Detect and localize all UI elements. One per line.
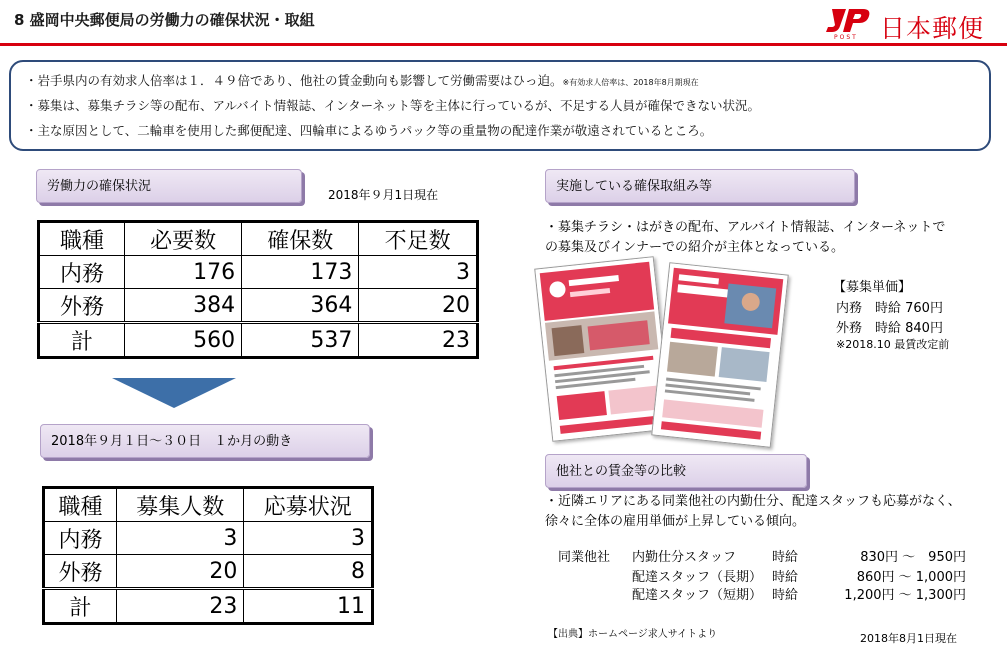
recruit-flyer-image-2: [651, 262, 789, 448]
header-cell: 職種: [44, 488, 117, 522]
efforts-line-1: ・募集チラシ・はがきの配布、アルバイト情報誌、インターネットで: [545, 220, 946, 235]
summary-box: [9, 60, 991, 151]
table-header-row: [39, 222, 478, 256]
comparison-unit: 時給: [772, 550, 799, 565]
summary-line-2: ・募集は、募集チラシ等の配布、アルバイト情報誌、インターネット等を主体に行っているが、不足する人員が確保できない状況。: [25, 98, 761, 113]
comparison-range: 860円 ～ 1,000円: [856, 570, 966, 585]
comparison-range: 1,200円 ～ 1,300円: [844, 588, 966, 603]
down-arrow-icon: [112, 378, 236, 408]
unit-price-note: ※2018.10 最賃改定前: [836, 338, 950, 351]
header-divider: [0, 43, 1007, 46]
jp-post-logo-mark-icon: [824, 6, 874, 40]
comparison-heading: 他社との賃金等の比較: [545, 454, 807, 488]
cell-type: 内務: [44, 522, 117, 555]
cell-short: 3: [359, 256, 478, 289]
cell-short: 23: [359, 323, 478, 358]
efforts-heading: 実施している確保取組み等: [545, 169, 855, 203]
header-cell: 確保数: [242, 222, 359, 256]
summary-line-1-text: ・岩手県内の有効求人倍率は１．４９倍であり、他社の賃金動向も影響して労働需要はひっ迫。: [25, 73, 563, 88]
table-row-total: [39, 323, 478, 358]
page-title: 8 盛岡中央郵便局の労働力の確保状況・取組: [14, 11, 315, 29]
comparison-job: 内勤仕分スタッフ: [632, 550, 737, 565]
cell-apply: 8: [244, 555, 373, 589]
japan-post-logo: [824, 4, 1002, 43]
cell-type: 計: [44, 589, 117, 624]
labor-as-of: 2018年９月1日現在: [328, 188, 439, 202]
comparison-job: 配達スタッフ（長期）: [632, 570, 763, 585]
cell-apply: 11: [244, 589, 373, 624]
movement-heading: 2018年９月１日～３０日 １か月の動き: [40, 424, 370, 458]
comparison-job: 配達スタッフ（短期）: [632, 588, 763, 603]
summary-line-1-note: ※有効求人倍率は、2018年8月期現在: [562, 78, 699, 87]
cell-need: 384: [125, 289, 242, 323]
comparison-range: 830円 ～ 950円: [860, 550, 966, 565]
table-header-row: [44, 488, 373, 522]
cell-recruit: 20: [117, 555, 244, 589]
comparison-as-of: 2018年8月1日現在: [860, 632, 957, 645]
summary-line-3: ・主な原因として、二輪車を使用した郵便配達、四輪車によるゆうパック等の重量物の配達作業が敬遠されているところ。: [25, 123, 713, 138]
unit-price-inside: 内務 時給 760円: [836, 301, 943, 316]
table-row: [39, 289, 478, 323]
source-note: 【出典】ホームページ求人サイトより: [548, 629, 718, 640]
efforts-line-2: の募集及びインナーでの紹介が主体となっている。: [545, 240, 845, 255]
cell-need: 176: [125, 256, 242, 289]
flyer-image-icon: [652, 263, 787, 446]
cell-recruit: 23: [117, 589, 244, 624]
comparison-label: 同業他社: [558, 550, 611, 565]
comparison-line-2: 徐々に全体の雇用単価が上昇している傾向。: [545, 514, 806, 529]
header-cell: 不足数: [359, 222, 478, 256]
table-row: [44, 555, 373, 589]
table-row: [44, 522, 373, 555]
comparison-unit: 時給: [772, 588, 799, 603]
cell-short: 20: [359, 289, 478, 323]
cell-secured: 364: [242, 289, 359, 323]
header-cell: 職種: [39, 222, 125, 256]
cell-apply: 3: [244, 522, 373, 555]
movement-table: [42, 486, 374, 625]
header-cell: 募集人数: [117, 488, 244, 522]
cell-type: 外務: [44, 555, 117, 589]
header-cell: 応募状況: [244, 488, 373, 522]
cell-type: 外務: [39, 289, 125, 323]
comparison-unit: 時給: [772, 570, 799, 585]
comparison-line-1: ・近隣エリアにある同業他社の内勤仕分、配達スタッフも応募がなく、: [545, 494, 961, 509]
summary-line-1: [25, 71, 699, 89]
svg-text:POST: POST: [834, 34, 858, 40]
header-cell: 必要数: [125, 222, 242, 256]
labor-table: [37, 220, 479, 359]
labor-heading: 労働力の確保状況: [36, 169, 302, 203]
table-row: [39, 256, 478, 289]
cell-type: 計: [39, 323, 125, 358]
cell-secured: 537: [242, 323, 359, 358]
cell-secured: 173: [242, 256, 359, 289]
cell-need: 560: [125, 323, 242, 358]
flyer-image-icon: [535, 257, 670, 440]
logo-text: 日本郵便: [880, 14, 985, 43]
table-row-total: [44, 589, 373, 624]
unit-price-outside: 外務 時給 840円: [836, 321, 943, 336]
cell-recruit: 3: [117, 522, 244, 555]
unit-price-title: 【募集単価】: [833, 280, 912, 295]
recruit-flyer-image-1: [534, 256, 672, 442]
cell-type: 内務: [39, 256, 125, 289]
